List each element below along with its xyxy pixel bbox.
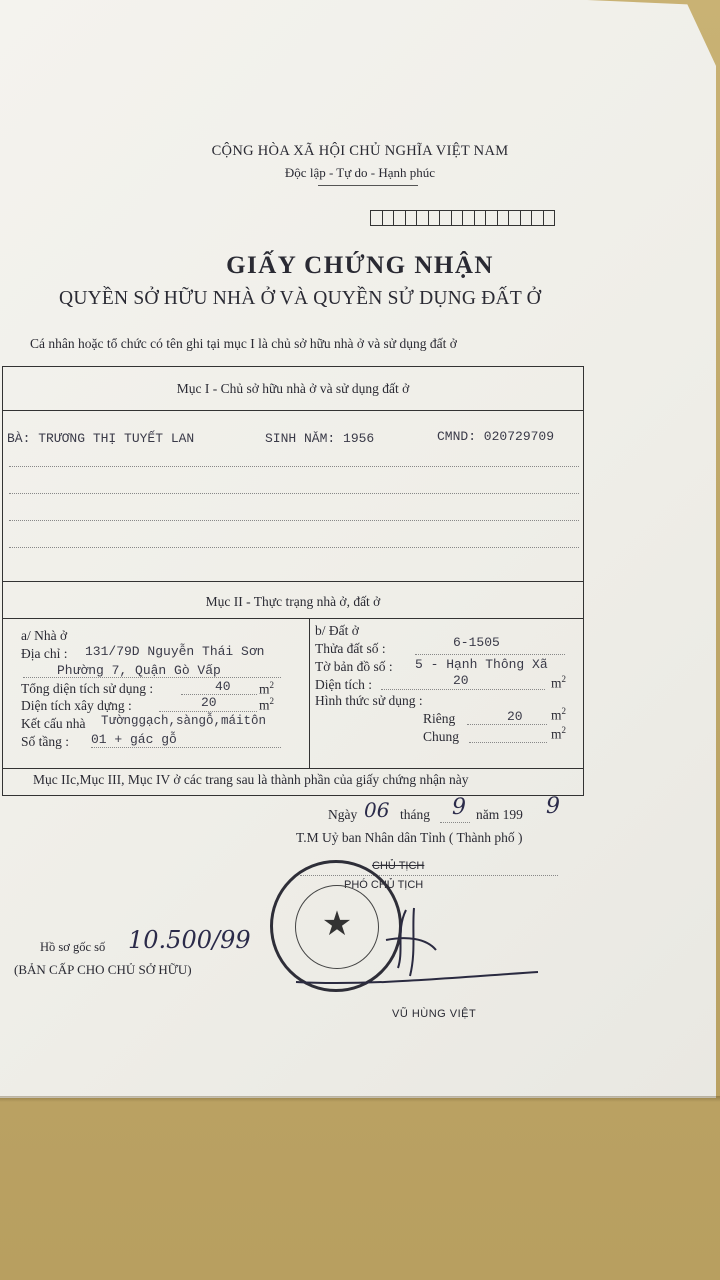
serial-number-boxes xyxy=(370,210,554,226)
section2-top-rule xyxy=(3,581,583,582)
section2-heading: Mục II - Thực trạng nhà ở, đất ở xyxy=(205,594,381,609)
footer-rule xyxy=(3,768,583,769)
land-area-unit: $m^2$ xyxy=(551,674,567,691)
signature-icon xyxy=(286,890,546,1000)
certificate-title: GIẤY CHỨNG NHẬN xyxy=(226,252,494,279)
date-day-label: Ngày xyxy=(328,807,358,822)
owner-id-number: CMND: 020729709 xyxy=(437,429,555,444)
map-sheet-label: Tờ bản đồ số : xyxy=(315,659,393,674)
shared-use-unit: $m^2$ xyxy=(551,725,567,742)
private-use-unit: $m^2$ xyxy=(551,706,567,723)
address-line2: Phường 7, Quận Gò Vấp xyxy=(57,663,221,678)
paper-edge-shadow xyxy=(0,1096,720,1102)
dotted-line xyxy=(159,711,257,712)
dotted-line xyxy=(23,677,281,678)
certificate-subtitle: QUYỀN SỞ HỮU NHÀ Ở VÀ QUYỀN SỬ DỤNG ĐẤT Ở xyxy=(59,288,541,309)
dotted-line xyxy=(9,466,579,467)
map-sheet-value: 5 - Hạnh Thông Xã xyxy=(415,657,548,672)
header-rule xyxy=(318,185,418,186)
copy-note: (BẢN CẤP CHO CHỦ SỞ HỮU) xyxy=(14,962,192,977)
section1-heading: Mục I - Chủ sở hữu nhà ở và sử dụng đất ở xyxy=(176,381,410,396)
plot-label: Thửa đất số : xyxy=(315,641,386,656)
committee-line: T.M Uỷ ban Nhân dân Tỉnh ( Thành phố ) xyxy=(296,830,523,845)
build-area-label: Diện tích xây dựng : xyxy=(21,698,132,713)
signer-title: PHÓ CHỦ TỊCH xyxy=(344,879,424,891)
structure-label: Kết cấu nhà xyxy=(21,716,86,731)
private-use-label: Riêng xyxy=(423,711,456,726)
intro-text: Cá nhân hoặc tổ chức có tên ghi tại mục I là chủ sở hữu nhà ở và sử dụng đất ở xyxy=(30,336,457,351)
land-area-value: 20 xyxy=(453,673,469,688)
section1-rule xyxy=(3,410,583,411)
date-year-digit: 9 xyxy=(546,794,560,819)
dotted-line xyxy=(91,747,281,748)
dotted-line xyxy=(469,742,547,743)
total-area-value: 40 xyxy=(215,679,231,694)
section2-rule xyxy=(3,618,583,619)
national-motto: Độc lập - Tự do - Hạnh phúc xyxy=(284,165,436,180)
build-area-unit: $m^2$ xyxy=(259,696,275,713)
private-use-value: 20 xyxy=(507,709,523,724)
total-area-label: Tổng diện tích sử dụng : xyxy=(21,681,154,696)
date-year-label: năm 199 xyxy=(476,807,523,822)
owner-name: BÀ: TRƯƠNG THỊ TUYẾT LAN xyxy=(7,431,195,446)
star-emblem-icon: ★ xyxy=(321,906,353,943)
shared-use-label: Chung xyxy=(423,729,460,744)
dotted-line xyxy=(9,520,579,521)
dotted-line xyxy=(467,724,547,725)
structure-value: Tườnggạch,sàngỗ,máitôn xyxy=(101,714,267,728)
address-line1: 131/79D Nguyễn Thái Sơn xyxy=(85,644,265,659)
plot-value: 6-1505 xyxy=(453,635,500,650)
floors-label: Số tầng : xyxy=(21,734,70,749)
build-area-value: 20 xyxy=(201,695,217,710)
total-area-unit: $m^2$ xyxy=(259,680,275,697)
land-label: b/ Đất ở xyxy=(315,623,359,638)
signer-name: VŨ HÙNG VIỆT xyxy=(392,1008,477,1020)
house-label: a/ Nhà ở xyxy=(21,628,68,643)
owner-birth-year: SINH NĂM: 1956 xyxy=(265,431,375,446)
dotted-line xyxy=(381,689,545,690)
dossier-number: 10.500/99 xyxy=(128,926,251,954)
date-month-label: tháng xyxy=(400,807,430,822)
floors-value: 01 + gác gỗ xyxy=(91,732,177,747)
address-label: Địa chỉ : xyxy=(21,646,68,661)
dotted-line xyxy=(440,822,470,823)
footer-note: Mục IIc,Mục III, Mục IV ở các trang sau là thành phần của giấy chứng nhận này xyxy=(33,772,469,787)
section2-divider xyxy=(309,618,310,768)
signer-title-struck: CHỦ TỊCH xyxy=(372,860,425,872)
certificate-table xyxy=(2,366,584,796)
dotted-line xyxy=(9,547,579,548)
republic-header: CỘNG HÒA XÃ HỘI CHỦ NGHĨA VIỆT NAM xyxy=(211,143,509,159)
land-area-label: Diện tích : xyxy=(315,677,372,692)
usage-form-label: Hình thức sử dụng : xyxy=(315,693,423,708)
dotted-line xyxy=(9,493,579,494)
dossier-label: Hồ sơ gốc số xyxy=(40,940,106,954)
date-day-value: 06 xyxy=(364,798,390,822)
dotted-line xyxy=(181,694,257,695)
date-month-value: 9 xyxy=(452,795,466,820)
dotted-line xyxy=(415,654,565,655)
